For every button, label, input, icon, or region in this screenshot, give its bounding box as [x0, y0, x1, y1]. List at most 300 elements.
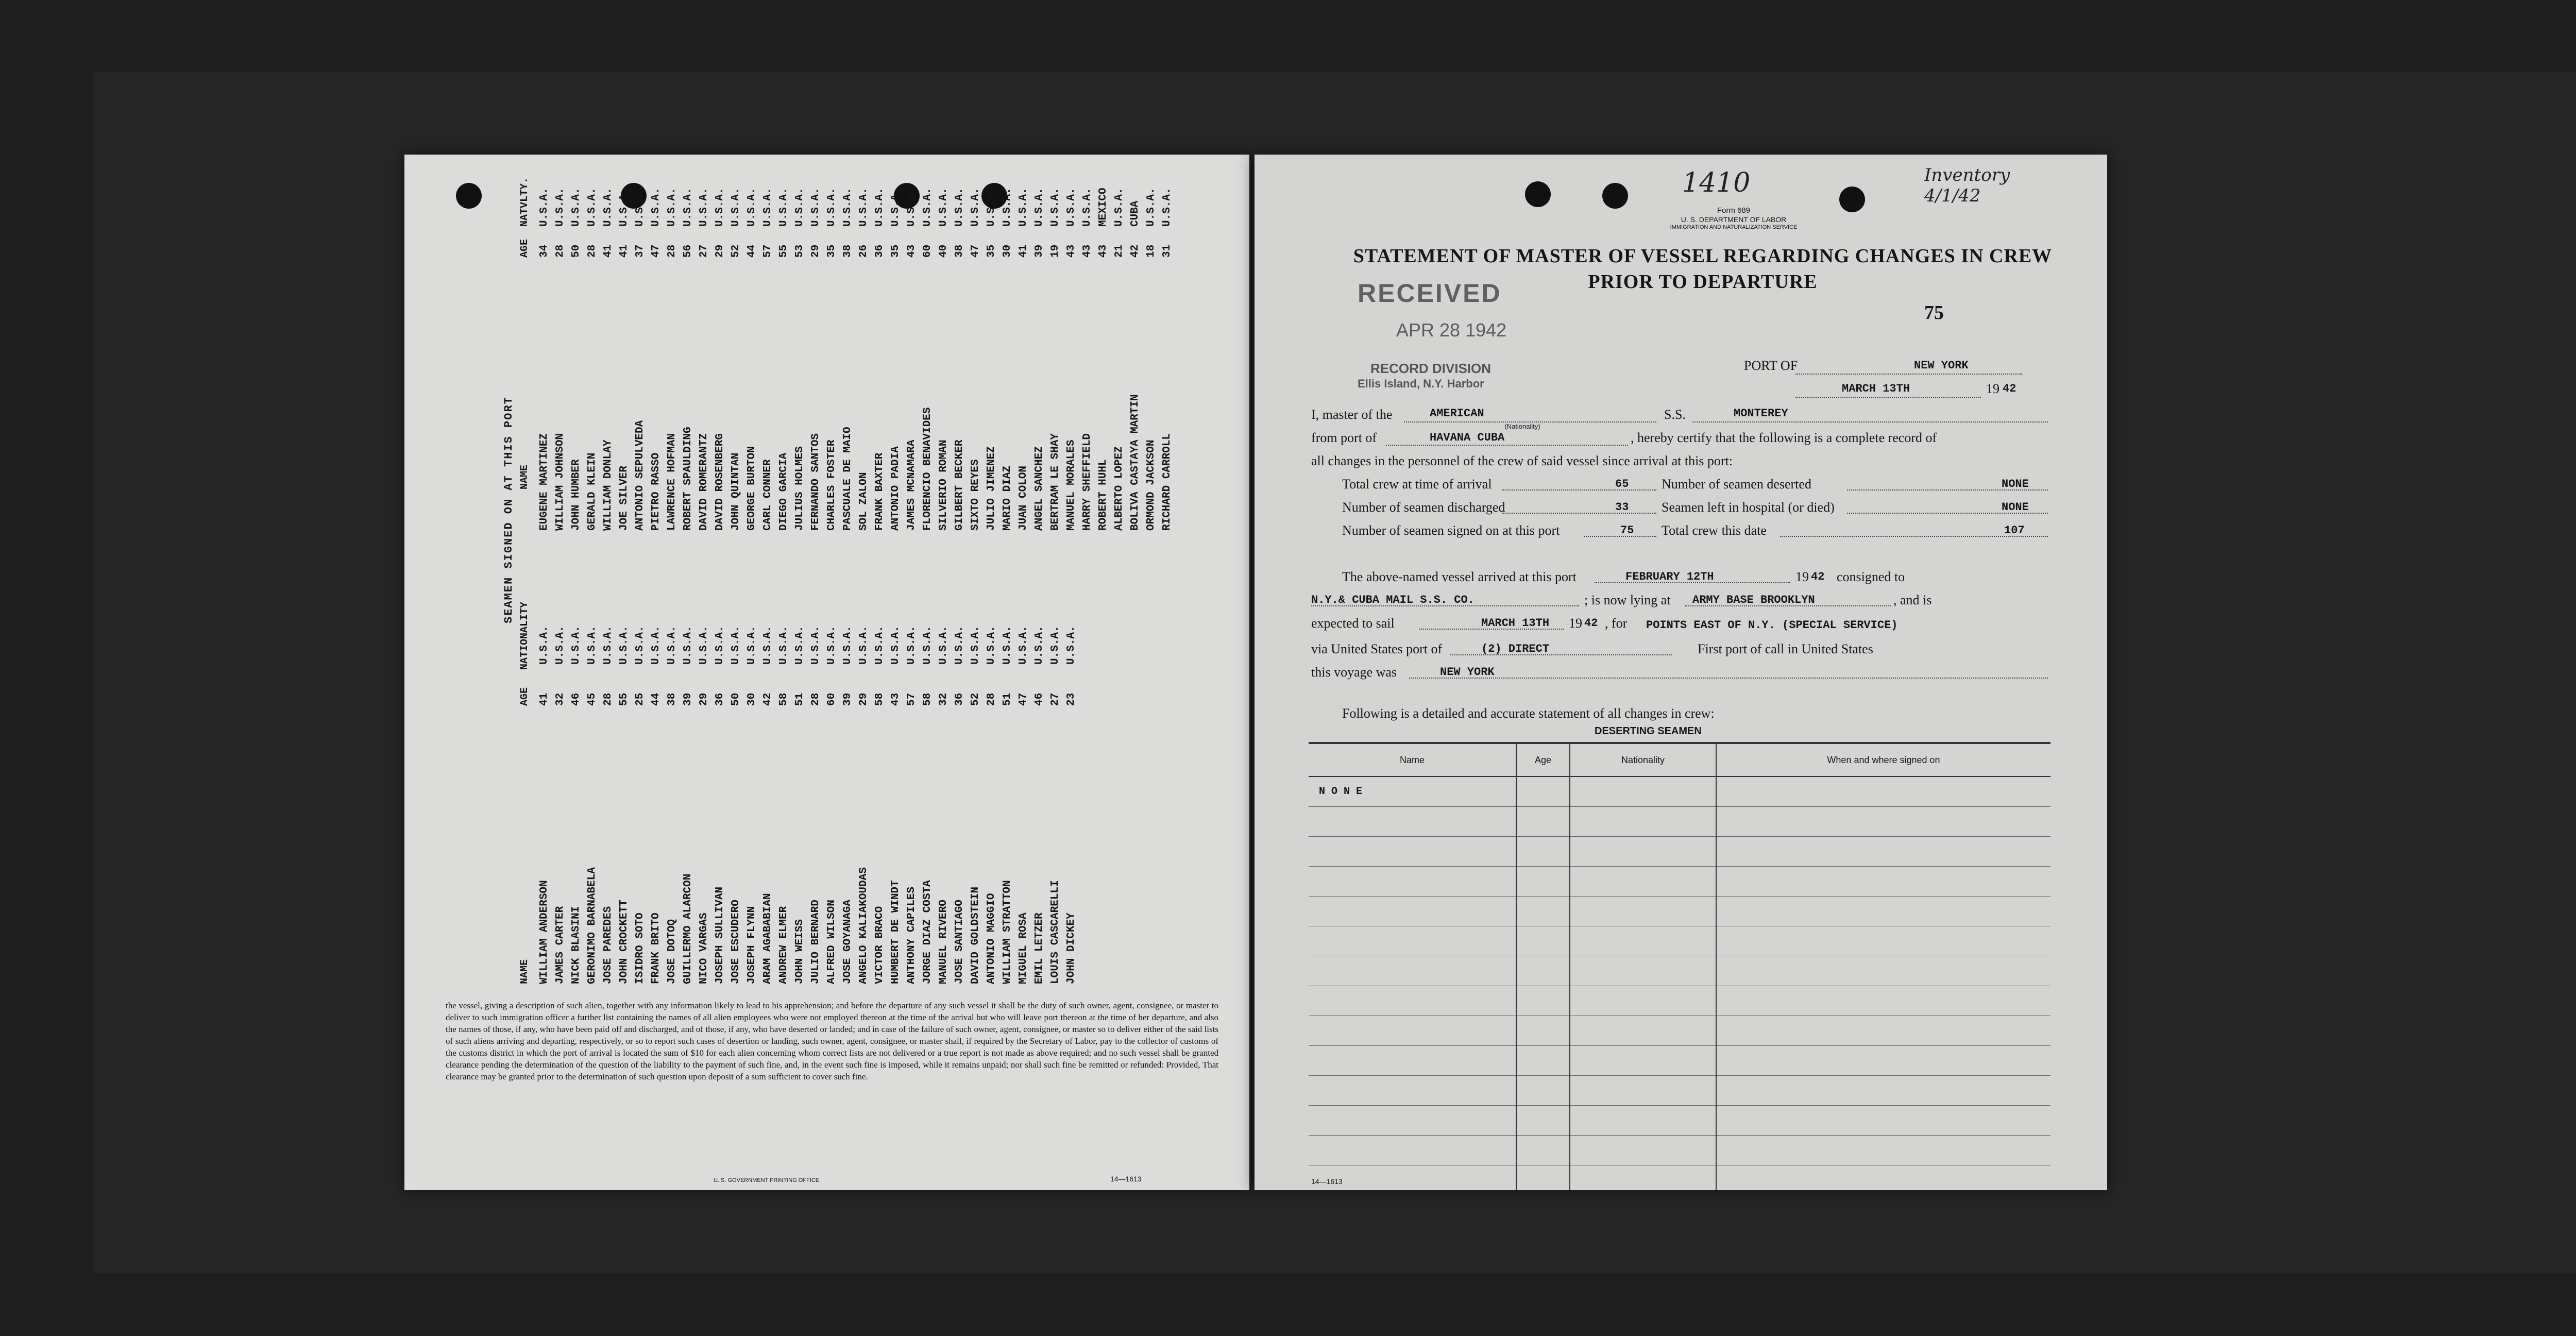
crew-name: MANUEL RIVERO [938, 900, 950, 984]
crew-nationality: U.S.A. [810, 625, 822, 665]
crew-name: JOHN DICKEY [1065, 912, 1077, 984]
crew-age: 21 [1113, 244, 1125, 258]
crew-age: 29 [810, 244, 822, 258]
crew-age: 28 [554, 244, 566, 258]
crew-age: 46 [570, 692, 582, 706]
crew-age: 28 [666, 244, 678, 258]
crew-age: 46 [1033, 692, 1045, 706]
expected-label: expected to sail [1311, 616, 1395, 631]
crew-age: 40 [938, 244, 950, 258]
form-code: 14—1613 [1110, 1175, 1142, 1183]
table-row [1309, 897, 2050, 926]
table-cell [1309, 956, 1516, 986]
crew-age: 41 [1018, 244, 1029, 258]
table-row [1309, 986, 2050, 1016]
crew-name: SILVERIO ROMAN [938, 439, 950, 531]
table-row [874, 175, 886, 994]
crew-age: 32 [938, 692, 950, 706]
signed-name-header: NAME [519, 464, 531, 489]
table-row [1309, 1106, 2050, 1136]
received-stamp-date: APR 28 1942 [1396, 319, 1507, 341]
table-row [602, 175, 615, 994]
crew-nationality: U.S.A. [730, 188, 742, 227]
table-row [938, 175, 950, 994]
from-port-value: HAVANA CUBA [1430, 431, 1505, 444]
table-cell [1516, 776, 1570, 807]
crew-name: ANGEL SANCHEZ [1033, 446, 1045, 531]
crew-nationality: U.S.A. [730, 625, 742, 665]
crew-age: 36 [714, 692, 726, 706]
deserting-title: DESERTING SEAMEN [1595, 725, 1702, 737]
crew-nationality: U.S.A. [682, 188, 694, 227]
crew-nationality: U.S.A. [762, 625, 774, 665]
crew-name: DAVID ROSENBERG [714, 433, 726, 531]
crew-nationality: U.S.A. [794, 188, 806, 227]
crew-name: JOSE SANTIAGO [954, 900, 965, 984]
table-cell [1570, 1136, 1716, 1165]
crew-name: WILLIAM ANDERSON [538, 880, 550, 984]
crew-age: 50 [730, 692, 742, 706]
crew-age: 28 [810, 692, 822, 706]
table-row [1161, 175, 1174, 994]
table-row [1309, 1076, 2050, 1106]
crew-age: 42 [1129, 244, 1141, 258]
crew-nationality: U.S.A. [586, 625, 598, 665]
crew-name: EMIL LETZER [1033, 912, 1045, 984]
form-title: STATEMENT OF MASTER OF VESSEL REGARDING CHANGES IN CREW [1353, 245, 2053, 267]
crew-nationality: U.S.A. [890, 188, 902, 227]
table-cell [1570, 1165, 1716, 1191]
table-cell [1716, 867, 2050, 897]
crew-name: ANTONIO MAGGIO [986, 893, 997, 984]
crew-nationality: U.S.A. [1049, 625, 1061, 665]
crew-nationality: U.S.A. [778, 625, 790, 665]
crew-name: JUAN COLON [1018, 465, 1029, 531]
crew-age: 47 [650, 244, 662, 258]
crew-name: JAMES MCNAMARA [906, 439, 918, 531]
crew-age: 41 [618, 244, 630, 258]
crew-age: 55 [618, 692, 630, 706]
signed-on-title: SEAMEN SIGNED ON AT THIS PORT [502, 396, 515, 623]
printing-office: U. S. GOVERNMENT PRINTING OFFICE [714, 1177, 820, 1183]
crew-nationality: U.S.A. [906, 625, 918, 665]
crew-name: DIEGO GARCIA [778, 452, 790, 531]
crew-name: HARRY SHEFFIELD [1081, 433, 1093, 531]
crew-name: GILBERT BECKER [954, 439, 965, 531]
crew-nationality: U.S.A. [826, 625, 838, 665]
crew-age: 36 [954, 692, 965, 706]
table-row [890, 175, 902, 994]
crew-nationality: U.S.A. [874, 625, 886, 665]
arrived-label: The above-named vessel arrived at this port [1342, 569, 1577, 584]
table-cell [1516, 1076, 1570, 1106]
table-cell [1516, 837, 1570, 867]
crew-age: 28 [586, 244, 598, 258]
crew-nationality: U.S.A. [698, 625, 710, 665]
crew-age: 35 [986, 244, 997, 258]
table-row [922, 175, 934, 994]
crew-nationality: U.S.A. [938, 625, 950, 665]
crew-name: NICK BLASINI [570, 906, 582, 984]
crew-name: JAMES CARTER [554, 906, 566, 984]
crew-name: BOLIVA CASTAYA MARTIN [1129, 394, 1141, 531]
following-text: Following is a detailed and accurate statement of all changes in crew: [1342, 706, 1715, 721]
table-row [554, 175, 567, 994]
table-row [1309, 1165, 2050, 1191]
crew-name: JOSE GOYANAGA [842, 900, 854, 984]
crew-name: CARL CONNER [762, 459, 774, 531]
crew-name: JOHN CROCKETT [618, 900, 630, 984]
crew-name: ANTHONY CAPILES [906, 886, 918, 984]
table-cell [1516, 867, 1570, 897]
table-cell [1516, 1136, 1570, 1165]
crew-name: JOHN HUMBER [570, 459, 582, 531]
nationality-value: AMERICAN [1430, 407, 1484, 420]
crew-nationality: U.S.A. [1081, 188, 1093, 227]
table-row [858, 175, 870, 994]
expected-value: MARCH 13TH [1481, 617, 1550, 630]
table-row [1033, 175, 1046, 994]
crew-nationality: U.S.A. [650, 625, 662, 665]
crew-name: ANTONIO SEPULVEDA [634, 420, 646, 531]
crew-name: GEORGE BURTON [746, 446, 758, 531]
crew-name: JORGE DIAZ COSTA [922, 880, 934, 984]
crew-age: 52 [970, 692, 981, 706]
crew-name: GERALD KLEIN [586, 452, 598, 531]
table-row [1145, 175, 1158, 994]
crew-nationality: U.S.A. [554, 625, 566, 665]
port-label: PORT OF [1744, 358, 1798, 373]
table-row [1309, 926, 2050, 956]
deserted-nationality-header: NATIONALITY [519, 601, 531, 670]
crew-list-rotated [404, 155, 1249, 1000]
table-cell [1716, 837, 2050, 867]
crew-name: DAVID GOLDSTEIN [970, 886, 981, 984]
crew-age: 30 [746, 692, 758, 706]
crew-age: 58 [922, 692, 934, 706]
crew-age: 42 [762, 692, 774, 706]
deserted-age-header: AGE [519, 687, 531, 706]
arrived-value: FEBRUARY 12TH [1625, 570, 1714, 583]
punch-hole [1839, 187, 1865, 212]
crew-name: NICO VARGAS [698, 912, 710, 984]
crew-nationality: U.S.A. [1002, 625, 1013, 665]
crew-name: ISIDRO SOTO [634, 912, 646, 984]
crew-age: 34 [538, 244, 550, 258]
crew-name: VICTOR BRACO [874, 906, 886, 984]
crew-nationality: U.S.A. [922, 188, 934, 227]
crew-nationality: U.S.A. [746, 625, 758, 665]
service: IMMIGRATION AND NATURALIZATION SERVICE [1670, 224, 1798, 230]
crew-nationality: U.S.A. [970, 625, 981, 665]
table-row [1309, 807, 2050, 837]
crew-nationality: U.S.A. [1002, 188, 1013, 227]
name-column-header: Name [1309, 743, 1516, 776]
crew-age: 56 [682, 244, 694, 258]
crew-nationality: U.S.A. [778, 188, 790, 227]
stamp-place: Ellis Island, N.Y. Harbor [1358, 377, 1484, 390]
crew-nationality: U.S.A. [714, 625, 726, 665]
date-value: MARCH 13TH [1842, 382, 1910, 395]
crew-nationality: U.S.A. [842, 625, 854, 665]
crew-age: 39 [842, 692, 854, 706]
table-cell [1716, 897, 2050, 926]
table-cell [1570, 1106, 1716, 1136]
crew-age: 43 [906, 244, 918, 258]
crew-nationality: U.S.A. [666, 188, 678, 227]
received-stamp: RECEIVED [1358, 279, 1502, 308]
crew-name: JULIUS HOLMES [794, 446, 806, 531]
crew-name: WILLIAM DONLAY [602, 439, 614, 531]
crew-age: 18 [1145, 244, 1157, 258]
crew-age: 60 [826, 692, 838, 706]
table-cell [1716, 956, 2050, 986]
crew-nationality: U.S.A. [570, 625, 582, 665]
crew-age: 38 [954, 244, 965, 258]
crew-name: PASCUALE DE MAIO [842, 427, 854, 531]
table-cell [1570, 986, 1716, 1016]
crew-age: 58 [778, 692, 790, 706]
crew-age: 39 [682, 692, 694, 706]
signed-nationality-header: NATVLTY. [519, 177, 531, 227]
crew-nationality: U.S.A. [842, 188, 854, 227]
crew-age: 19 [1049, 244, 1061, 258]
total-arrival-value: 65 [1615, 478, 1629, 491]
deserting-seamen-rows [1309, 776, 2050, 1190]
table-row [794, 175, 806, 994]
handwritten-number: 1410 [1682, 167, 1751, 198]
deserted-label: Number of seamen deserted [1662, 477, 1811, 492]
via-label: via United States port of [1311, 641, 1443, 656]
crew-name: FERNANDO SANTOS [810, 433, 822, 531]
consigned-label: consigned to [1837, 569, 1905, 584]
year-value: 42 [2003, 382, 2016, 395]
deserted-value: NONE [2002, 478, 2029, 491]
crew-name: CHARLES FOSTER [826, 439, 838, 531]
crew-nationality: U.S.A. [858, 188, 870, 227]
table-cell [1309, 1046, 1516, 1076]
table-row [1018, 175, 1030, 994]
table-row [634, 175, 647, 994]
crew-name: JOHN WEISS [794, 919, 806, 984]
table-cell [1570, 1076, 1716, 1106]
table-row [586, 175, 599, 994]
table-cell [1570, 956, 1716, 986]
table-cell [1516, 1046, 1570, 1076]
crew-age: 41 [602, 244, 614, 258]
table-row [1309, 837, 2050, 867]
crew-nationality: U.S.A. [618, 625, 630, 665]
and-is-text: , and is [1893, 593, 1932, 607]
table-row [1081, 175, 1094, 994]
consignee-value: N.Y.& CUBA MAIL S.S. CO. [1311, 594, 1475, 606]
crew-nationality: U.S.A. [666, 625, 678, 665]
crew-nationality: U.S.A. [602, 188, 614, 227]
crew-nationality: U.S.A. [698, 188, 710, 227]
crew-age: 43 [1081, 244, 1093, 258]
table-cell [1309, 986, 1516, 1016]
table-row [1129, 175, 1142, 994]
crew-name: JOSEPH SULLIVAN [714, 886, 726, 984]
total-arrival-label: Total crew at time of arrival [1342, 477, 1492, 492]
crew-nationality: U.S.A. [762, 188, 774, 227]
crew-nationality: U.S.A. [714, 188, 726, 227]
table-cell [1716, 1106, 2050, 1136]
table-cell [1716, 1046, 2050, 1076]
ss-label: S.S. [1664, 407, 1686, 422]
crew-name: ARAM AGABABIAN [762, 893, 774, 984]
table-row [538, 175, 551, 994]
crew-age: 60 [922, 244, 934, 258]
table-row [954, 175, 966, 994]
for-value: POINTS EAST OF N.Y. (SPECIAL SERVICE) [1646, 619, 1898, 632]
crew-name: ROBERT SPAULDING [682, 427, 694, 531]
crew-nationality: U.S.A. [634, 188, 646, 227]
crew-age: 35 [826, 244, 838, 258]
crew-age: 43 [890, 692, 902, 706]
crew-nationality: U.S.A. [1018, 625, 1029, 665]
age-column-header: Age [1516, 743, 1570, 776]
crew-nationality: U.S.A. [970, 188, 981, 227]
record-division-stamp: RECORD DIVISION [1370, 361, 1492, 376]
nationality-column-header: Nationality [1570, 743, 1716, 776]
signed-on-label: Number of seamen signed on at this port [1342, 523, 1560, 538]
crew-nationality: U.S.A. [746, 188, 758, 227]
crew-age: 23 [1065, 692, 1077, 706]
crew-age: 51 [1002, 692, 1013, 706]
crew-age: 41 [538, 692, 550, 706]
table-cell [1716, 1136, 2050, 1165]
from-port-label: from port of [1311, 430, 1377, 445]
table-cell [1570, 837, 1716, 867]
crew-age: 51 [794, 692, 806, 706]
table-cell [1570, 807, 1716, 837]
table-row [842, 175, 854, 994]
crew-nationality: U.S.A. [954, 625, 965, 665]
table-row [1097, 175, 1110, 994]
hospital-value: NONE [2002, 501, 2029, 514]
table-row [1309, 1016, 2050, 1046]
crew-nationality: U.S.A. [938, 188, 950, 227]
crew-nationality: U.S.A. [1018, 188, 1029, 227]
table-row [778, 175, 790, 994]
right-page [1255, 155, 2107, 1190]
crew-nationality: U.S.A. [554, 188, 566, 227]
crew-nationality: U.S.A. [570, 188, 582, 227]
deserting-seamen-table [1309, 742, 2050, 1190]
table-cell [1516, 1106, 1570, 1136]
table-cell [1516, 1165, 1570, 1191]
crew-name: ANTONIO PADIA [890, 446, 902, 531]
table-cell [1516, 807, 1570, 837]
first-port-label: First port of call in United States [1698, 641, 1873, 656]
crew-age: 32 [554, 692, 566, 706]
table-cell [1309, 807, 1516, 837]
table-row [1065, 175, 1078, 994]
crew-nationality: U.S.A. [618, 188, 630, 227]
crew-name: JOSE DOTOQ [666, 919, 678, 984]
crew-age: 47 [970, 244, 981, 258]
crew-nationality: U.S.A. [810, 188, 822, 227]
legal-text: the vessel, giving a description of such alien, together with any information likely to lead to his apprehension; and before the departure of any such vessel it shall be the duty of such owner, agent, consignee, or master to deliver to such immigration officer a further list containing the names of all alien employees who were not employed thereon at the time of the arrival but who will leave port thereon at the time of her departure, and also the names of those, if any, who have been paid off and discharged, and of those, if any, who have deserted or landed; and in case of the failure of such owner, agent, consignee, or master so to deliver either of the said lists of such aliens arriving and departing, respectively, or so to report such cases of desertion or landing, such owner, agent, consignee, or master shall, if required by the Secretary of Labor, pay to the collector of customs of the customs district in which the port of arrival is located the sum of $10 for each alien concerning whom correct lists are not delivered or a true report is not made as above required; and no such vessel shall be granted clearance pending the determination of the question of the liability to the payment of such fine, and, in the event such fine is imposed, while it remains unpaid; nor shall such fine be remitted or refunded: Provided, That clearance may be granted prior to the determination of such question upon deposit of a sum sufficient to cover such fine. [446, 1001, 1218, 1081]
table-cell [1716, 926, 2050, 956]
crew-age: 30 [1002, 244, 1013, 258]
crew-name: JULIO BERNARD [810, 900, 822, 984]
crew-nationality: U.S.A. [794, 625, 806, 665]
table-row [714, 175, 726, 994]
table-cell [1309, 837, 1516, 867]
signed-on-value: 75 [1620, 524, 1634, 537]
crew-name: MANUEL MORALES [1065, 439, 1077, 531]
crew-name: WILLIAM STRATTON [1002, 880, 1013, 984]
table-cell [1716, 807, 2050, 837]
nationality-caption: (Nationality) [1504, 422, 1540, 430]
crew-age: 44 [650, 692, 662, 706]
total-date-label: Total crew this date [1662, 523, 1767, 538]
table-cell [1309, 926, 1516, 956]
crew-age: 43 [1065, 244, 1077, 258]
table-cell [1716, 776, 2050, 807]
crew-name: WILLIAM JOHNSON [554, 433, 566, 531]
crew-name: RICHARD CARROLL [1161, 433, 1173, 531]
voyage-label: this voyage was [1311, 665, 1397, 680]
for-label: , for [1605, 616, 1628, 631]
crew-age: 31 [1161, 244, 1173, 258]
crew-nationality: U.S.A. [906, 188, 918, 227]
crew-name: ANGELO KALIAKOUDAS [858, 867, 870, 984]
table-row [650, 175, 663, 994]
crew-name: HUMBERT DE WINDT [890, 880, 902, 984]
table-cell [1716, 1076, 2050, 1106]
crew-nationality: U.S.A. [858, 625, 870, 665]
table-row [970, 175, 982, 994]
table-cell [1309, 867, 1516, 897]
crew-name: LAWRENCE HOFMAN [666, 433, 678, 531]
crew-nationality: U.S.A. [954, 188, 965, 227]
crew-age: 50 [570, 244, 582, 258]
department: U. S. DEPARTMENT OF LABOR [1681, 215, 1787, 224]
table-cell [1570, 1016, 1716, 1046]
port-value: NEW YORK [1914, 359, 1969, 372]
crew-age: 28 [602, 692, 614, 706]
crew-nationality: MEXICO [1097, 188, 1109, 227]
crew-age: 57 [762, 244, 774, 258]
crew-age: 27 [698, 244, 710, 258]
table-row [570, 175, 583, 994]
table-cell [1570, 1046, 1716, 1076]
table-cell [1570, 897, 1716, 926]
table-cell [1309, 1076, 1516, 1106]
crew-age: 37 [634, 244, 646, 258]
table-row [618, 175, 631, 994]
table-row [1002, 175, 1014, 994]
crew-age: 53 [794, 244, 806, 258]
crew-name: SIXTO REYES [970, 459, 981, 531]
crew-age: 25 [634, 692, 646, 706]
signed-on-column-header: When and where signed on [1716, 743, 2050, 776]
crew-nationality: U.S.A. [890, 625, 902, 665]
crew-nationality: U.S.A. [986, 625, 997, 665]
table-cell [1516, 1016, 1570, 1046]
crew-name: PIETRO RASSO [650, 452, 662, 531]
table-cell [1516, 926, 1570, 956]
lying-value: ARMY BASE BROOKLYN [1692, 594, 1815, 606]
crew-name: DAVID ROMERANTZ [698, 433, 710, 531]
table-row [730, 175, 742, 994]
crew-name: JOHN QUINTAN [730, 452, 742, 531]
table-row [826, 175, 838, 994]
crew-nationality: U.S.A. [1033, 625, 1045, 665]
